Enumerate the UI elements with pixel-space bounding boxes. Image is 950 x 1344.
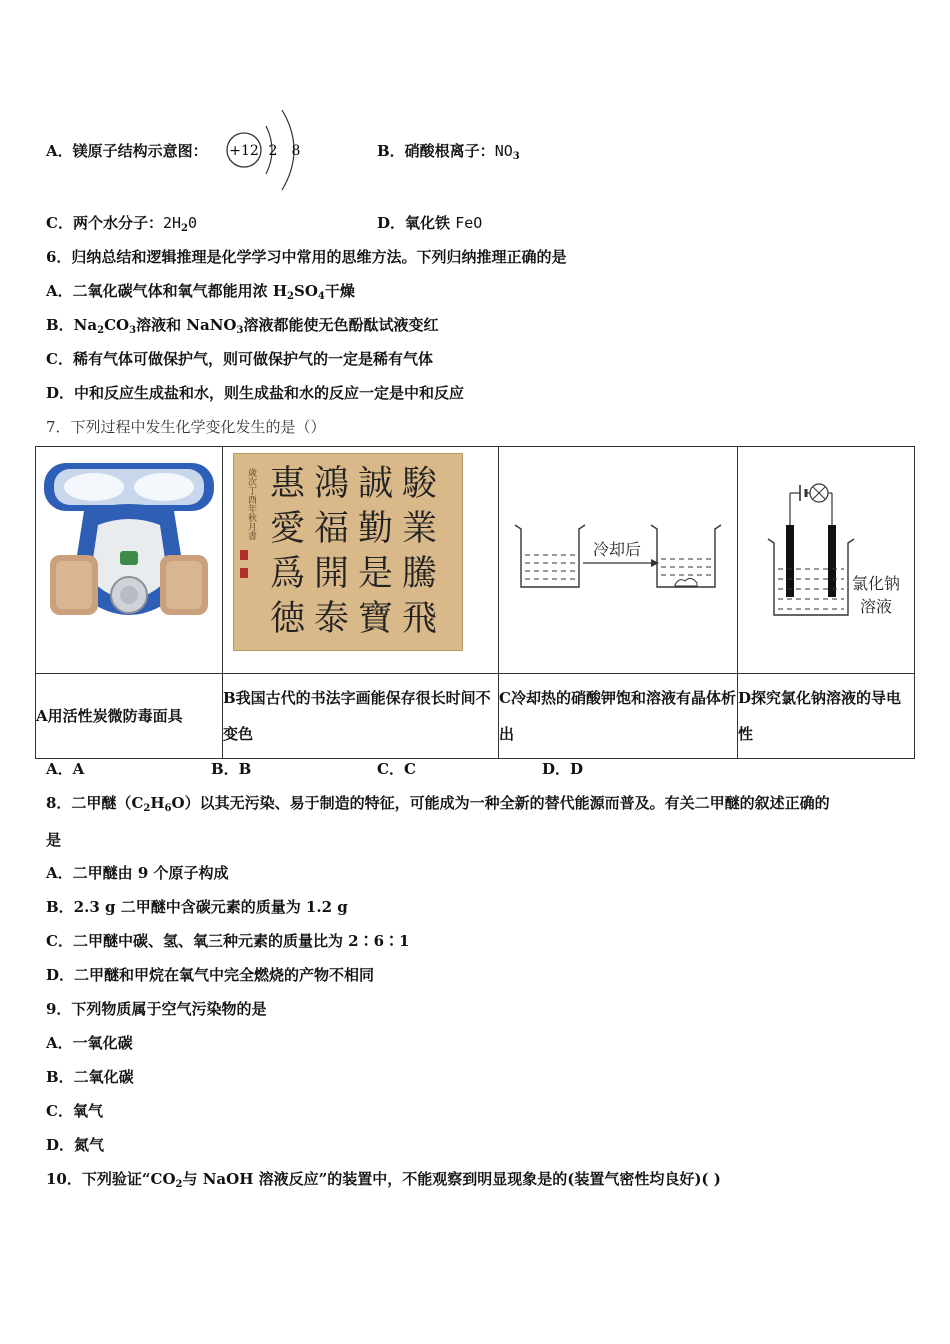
q8-option-d: D．二甲醚和甲烷在氧气中完全燃烧的产物不相同	[46, 966, 375, 984]
q5-option-a	[46, 140, 208, 161]
q8-stem-line-2: 是	[46, 831, 62, 849]
nucleus-charge: +12	[229, 143, 259, 159]
q5-option-b: B．硝酸根离子：$NO_3$	[377, 142, 520, 162]
q6-option-d: D．中和反应生成盐和水，则生成盐和水的反应一定是中和反应	[46, 384, 465, 402]
q7-option-b: B．B	[211, 760, 252, 778]
q9-option-a: A．一氧化碳	[46, 1034, 133, 1052]
shell-electrons-2: 8	[291, 143, 301, 159]
gas-mask-cell	[36, 447, 223, 674]
conductivity-diagram	[738, 447, 914, 669]
calligraphy-scroll	[233, 453, 463, 651]
q6-option-b: B．$Na_2CO_3$溶液和 NaNO$_3$溶液都能使无色酚酞试液变红	[46, 316, 439, 336]
q8-option-c: C．二甲醚中碳、氢、氧三种元素的质量比为 2∶6∶1	[46, 932, 410, 950]
shell-electrons-1: 2	[268, 143, 278, 159]
q5-option-c: C．两个水分子：$2H_20$	[46, 214, 198, 234]
q7-option-d: D．D	[542, 760, 584, 778]
q9-stem: 9．下列物质属于空气污染物的是	[46, 1000, 267, 1018]
q8-option-a: A．二甲醚由 9 个原子构成	[46, 864, 229, 882]
gas-mask-image	[36, 447, 222, 669]
q9-option-d: D．氮气	[46, 1136, 105, 1154]
q5-option-d: D．氧化铁 FeO	[377, 214, 483, 232]
q10-stem: 10．下列验证“$CO_2$与 NaOH 溶液反应”的装置中，不能观察到明显现象是的(装置气密性均良好)( )	[46, 1170, 721, 1190]
cooling-beaker-cell	[499, 447, 738, 674]
q8-option-b: B．2.3 g 二甲醚中含碳元素的质量为 1.2 g	[46, 898, 348, 916]
caption-a: A用活性炭微防毒面具	[36, 674, 223, 759]
q7-option-table	[35, 446, 915, 759]
caption-b: B我国古代的书法字画能保存很长时间不变色	[223, 674, 499, 759]
calligraphy-cell	[223, 447, 499, 674]
q7-option-a: A．A	[46, 760, 85, 778]
calligraphy-row-1: 惠鴻誠駿	[270, 464, 447, 504]
seal-stamp-1	[240, 550, 248, 560]
q9-option-c: C．氧气	[46, 1102, 103, 1120]
conductivity-cell	[738, 447, 915, 674]
calligraphy-characters	[270, 462, 456, 642]
beaker-label: 冷却后	[592, 540, 642, 559]
q7-stem: 7．下列过程中发生化学变化发生的是（）	[46, 418, 326, 436]
q8-stem: 8．二甲醚$(C_2H_6O)$以其无污染、易于制造的特征，可能成为一种全新的替代能源而普及。有关二甲醚的叙述正确的	[46, 794, 830, 814]
nacl-label-line-2: 溶液	[860, 597, 893, 616]
nacl-label-line-1: 氯化钠	[852, 574, 901, 593]
q6-option-c: C．稀有气体可做保护气，则可做保护气的一定是稀有气体	[46, 350, 433, 368]
caption-c: C冷却热的硝酸钾饱和溶液有晶体析出	[499, 674, 738, 759]
q6-stem: 6．归纳总结和逻辑推理是化学学习中常用的思维方法。下列归纳推理正确的是	[46, 248, 567, 266]
calligraphy-row-3: 爲開是騰	[270, 554, 447, 594]
q7-option-c: C．C	[377, 760, 416, 778]
calligraphy-row-2: 愛福勤業	[270, 509, 447, 549]
q6-option-a: A．二氧化碳气体和氧气都能用浓 $H_2SO_4$干燥	[46, 282, 355, 302]
calligraphy-inscription: 歲次丁酉年秋月書	[246, 468, 256, 540]
cooling-beakers-diagram	[499, 447, 737, 669]
mg-atom-structure-diagram	[220, 104, 315, 194]
seal-stamp-2	[240, 568, 248, 578]
caption-d: D探究氯化钠溶液的导电性	[738, 674, 915, 759]
q5-option-a-text: A．镁原子结构示意图：	[46, 142, 208, 160]
calligraphy-row-4: 徳泰寶飛	[270, 599, 447, 639]
q9-option-b: B．二氧化碳	[46, 1068, 134, 1086]
